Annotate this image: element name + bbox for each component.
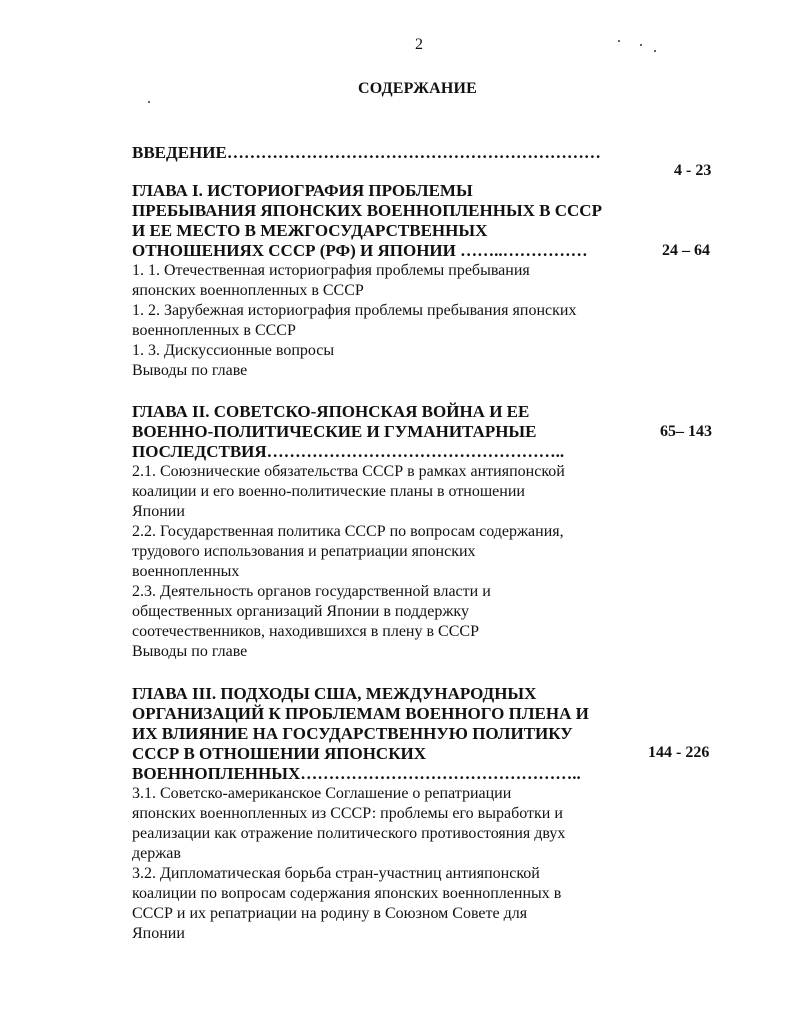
chapter-1-heading-line: ГЛАВА I. ИСТОРИОГРАФИЯ ПРОБЛЕМЫ	[132, 181, 473, 200]
chapter-3-section-line: 3.1. Советско-американское Соглашение о репатриации	[132, 785, 512, 802]
chapter-1-section-line: военнопленных в СССР	[132, 322, 296, 339]
chapter-1	[132, 181, 642, 381]
scan-speck	[148, 101, 150, 103]
chapter-3-section-line: коалиции по вопросам содержания японских военнопленных в	[132, 885, 562, 902]
chapter-1-section-line: 1. 1. Отечественная историография проблемы пребывания	[132, 262, 530, 279]
chapter-2-section-line: Выводы по главе	[132, 643, 248, 660]
chapter-3-section-line: японских военнопленных из СССР: проблемы его выработки и	[132, 805, 563, 822]
chapter-2-section-line: 2.2. Государственная политика СССР по вопросам содержания,	[132, 523, 564, 540]
introduction-pages: 4 - 23	[674, 162, 712, 179]
chapter-3-section-line: 3.2. Дипломатическая борьба стран-участниц антияпонской	[132, 865, 540, 882]
chapter-3-heading-line: СССР В ОТНОШЕНИИ ЯПОНСКИХ	[132, 744, 427, 763]
introduction-title: ВВЕДЕНИЕ…………………………………………………………	[132, 143, 601, 162]
chapter-2-section-line: общественных организаций Японии в поддержку	[132, 603, 469, 620]
chapter-3-pages: 144 - 226	[648, 744, 710, 761]
chapter-3-heading-line: ОРГАНИЗАЦИЙ К ПРОБЛЕМАМ ВОЕННОГО ПЛЕНА И	[132, 704, 589, 723]
scan-speck	[618, 40, 620, 42]
chapter-3-heading-line: ВОЕННОПЛЕННЫХ…………………………………………..	[132, 764, 581, 783]
chapter-3	[132, 684, 642, 944]
chapter-2-heading-line: ВОЕННО-ПОЛИТИЧЕСКИЕ И ГУМАНИТАРНЫЕ	[132, 422, 537, 441]
chapter-2-heading-line: ПОСЛЕДСТВИЯ……………………………………………..	[132, 442, 565, 461]
scan-speck	[640, 44, 642, 46]
chapter-1-section-line: 1. 3. Дискуссионные вопросы	[132, 342, 335, 359]
chapter-1-section-line: японских военнопленных в СССР	[132, 282, 364, 299]
chapter-1-pages: 24 – 64	[662, 242, 710, 259]
scan-speck	[654, 50, 656, 52]
chapter-2	[132, 402, 642, 662]
chapter-3-section-line: реализации как отражение политического противостояния двух	[132, 825, 566, 842]
chapter-2-heading-line: ГЛАВА II. СОВЕТСКО-ЯПОНСКАЯ ВОЙНА И ЕЕ	[132, 402, 530, 421]
chapter-3-section-line: СССР и их репатриации на родину в Союзном Совете для	[132, 905, 528, 922]
chapter-2-section-line: Японии	[132, 503, 185, 520]
page-number: 2	[415, 36, 423, 53]
chapter-2-section-line: соотечественников, находившихся в плену в СССР	[132, 623, 479, 640]
chapter-1-section-line: 1. 2. Зарубежная историография проблемы пребывания японских	[132, 302, 577, 319]
chapter-1-section-line: Выводы по главе	[132, 362, 248, 379]
chapter-1-heading-line: ПРЕБЫВАНИЯ ЯПОНСКИХ ВОЕННОПЛЕННЫХ В СССР	[132, 201, 602, 220]
chapter-2-section-line: военнопленных	[132, 563, 240, 580]
chapter-2-pages: 65– 143	[660, 423, 712, 440]
toc-title: СОДЕРЖАНИЕ	[358, 80, 478, 97]
chapter-2-section-line: 2.1. Союзнические обязательства СССР в рамках антияпонской	[132, 463, 565, 480]
chapter-3-heading-line: ИХ ВЛИЯНИЕ НА ГОСУДАРСТВЕННУЮ ПОЛИТИКУ	[132, 724, 573, 743]
chapter-3-heading-line: ГЛАВА III. ПОДХОДЫ США, МЕЖДУНАРОДНЫХ	[132, 684, 537, 703]
chapter-1-heading-line: ОТНОШЕНИЯХ СССР (РФ) И ЯПОНИИ ……..……………	[132, 241, 588, 260]
chapter-3-section-line: держав	[132, 845, 181, 862]
chapter-2-section-line: трудового использования и репатриации японских	[132, 543, 476, 560]
chapter-1-heading-line: И ЕЕ МЕСТО В МЕЖГОСУДАРСТВЕННЫХ	[132, 221, 488, 240]
chapter-2-section-line: 2.3. Деятельность органов государственной власти и	[132, 583, 491, 600]
chapter-2-section-line: коалиции и его военно-политические планы в отношении	[132, 483, 525, 500]
chapter-3-section-line: Японии	[132, 925, 185, 942]
